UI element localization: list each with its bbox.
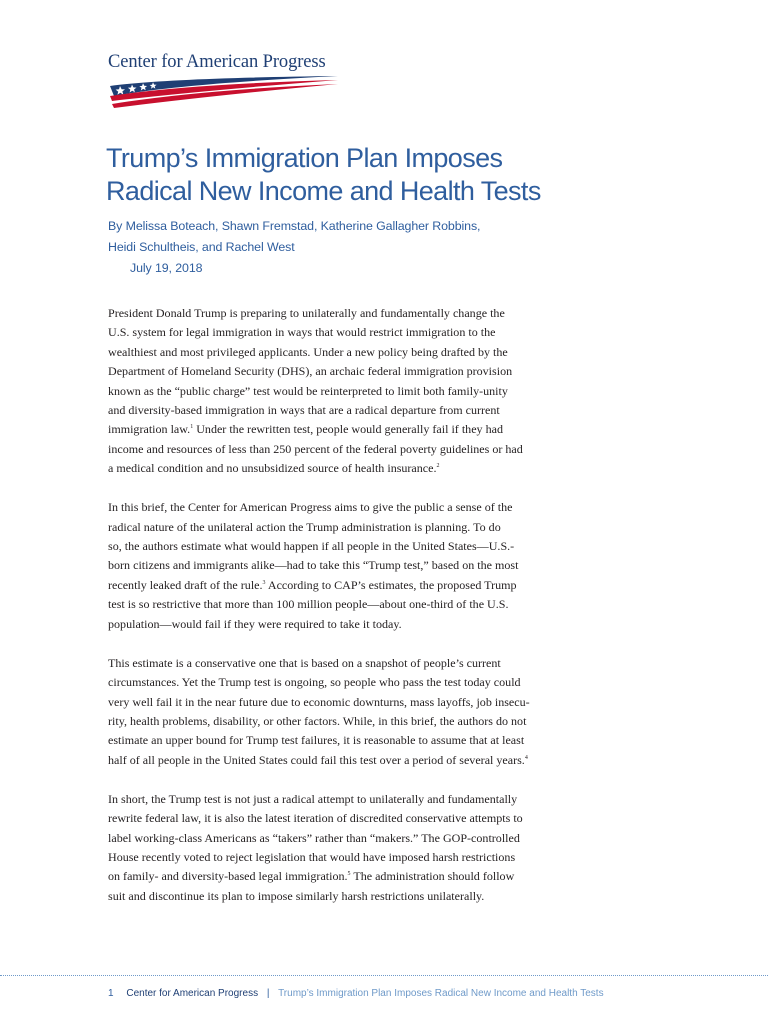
page-number: 1 [108,988,114,999]
publication-date: July 19, 2018 [130,261,203,275]
footnote-ref-2[interactable]: 2 [436,463,440,470]
paragraph-line [108,751,553,770]
paragraph-line: radical nature of the unilateral action the Trump administration is planning. To do [108,519,501,534]
paragraph-line: This estimate is a conservative one that is based on a snapshot of people’s current [108,655,501,670]
sentence-fragment: on family- and diversity-based legal immigration. [108,869,348,884]
footnote-ref-3[interactable]: 3 [262,579,266,586]
footer-document-title: Trump’s Immigration Plan Imposes Radical New Income and Health Tests [278,988,604,999]
paragraph-line [108,420,553,439]
sentence-fragment: According to CAP’s estimates, the proposed Trump [265,577,517,592]
paragraph-line: and diversity-based immigration in ways that are a radical departure from current [108,403,500,418]
paragraph-line [108,459,553,478]
paragraph-line: income and resources of less than 250 percent of the federal poverty guidelines or had [108,441,523,456]
paragraph-line: In this brief, the Center for American Progress aims to give the public a sense of the [108,500,513,515]
document-body [108,304,553,926]
logo-wordmark: Center for American Progress [108,52,326,72]
sentence-fragment: Under the rewritten test, people would generally fail if they had [193,422,503,437]
sentence-fragment: a medical condition and no unsubsidized source of health insurance. [108,461,437,476]
sentence-fragment: The administration should follow [350,869,515,884]
cap-logo[interactable] [108,52,348,108]
paragraph-line: label working-class Americans as “takers” rather than “makers.” The GOP-controlled [108,830,520,845]
sentence-fragment: half of all people in the United States could fail this test over a period of several years. [108,752,525,767]
title-line-2: Radical New Income and Health Tests [106,176,541,206]
title-line-1: Trump’s Immigration Plan Imposes [106,143,503,173]
paragraph-line: rewrite federal law, it is also the latest iteration of discredited conservative attempts to [108,811,523,826]
footnote-ref-4[interactable]: 4 [524,754,528,761]
american-flag-icon [108,74,340,108]
footnote-ref-5[interactable]: 5 [347,871,351,878]
footer-org-name: Center for American Progress [126,988,259,999]
paragraph-line [108,867,553,886]
paragraph-line [108,576,553,595]
page-footer [108,988,604,999]
sentence-fragment: recently leaked draft of the rule. [108,577,263,592]
paragraph-2 [108,498,553,634]
paragraph-line: Department of Homeland Security (DHS), an archaic federal immigration provision [108,364,513,379]
paragraph-line: rity, health problems, disability, or other factors. While, in this brief, the authors do not [108,713,527,728]
paragraph-line: born citizens and immigrants alike—had to take this “Trump test,” based on the most [108,558,519,573]
paragraph-line: President Donald Trump is preparing to unilaterally and fundamentally change the [108,306,505,320]
paragraph-4 [108,790,553,906]
paragraph-line: House recently voted to reject legislation that would have imposed harsh restrictions [108,849,516,864]
byline [108,216,708,279]
footnote-ref-1[interactable]: 1 [190,424,194,431]
paragraph-line: wealthiest and most privileged applicants. Under a new policy being drafted by the [108,344,508,359]
authors-line-2 [108,237,708,279]
authors-line-1: By Melissa Boteach, Shawn Fremstad, Katherine Gallagher Robbins, [108,219,481,233]
paragraph-line: population—would fail if they were required to take it today. [108,616,402,631]
paragraph-1 [108,304,553,479]
paragraph-line: In short, the Trump test is not just a radical attempt to unilaterally and fundamentally [108,791,518,806]
footer-separator: | [266,988,270,999]
paragraph-line: so, the authors estimate what would happen if all people in the United States—U.S.- [108,539,515,554]
paragraph-line: estimate an upper bound for Trump test failures, it is reasonable to assume that at least [108,733,525,748]
authors-names: Heidi Schultheis, and Rachel West [108,240,295,254]
sentence-fragment: immigration law. [108,422,191,437]
paragraph-3 [108,654,553,770]
footer-divider [0,975,768,976]
paragraph-line: suit and discontinue its plan to impose similarly harsh restrictions unilaterally. [108,888,485,903]
paragraph-line: very well fail it in the near future due to economic downturns, mass layoffs, job insecu- [108,694,530,709]
document-title [106,142,706,208]
paragraph-line: known as the “public charge” test would be reinterpreted to limit both family-unity [108,383,508,398]
paragraph-line: circumstances. Yet the Trump test is ongoing, so people who pass the test today could [108,675,521,690]
paragraph-line: U.S. system for legal immigration in ways that would restrict immigration to the [108,325,496,340]
paragraph-line: test is so restrictive that more than 100 million people—about one-third of the U.S. [108,597,509,612]
